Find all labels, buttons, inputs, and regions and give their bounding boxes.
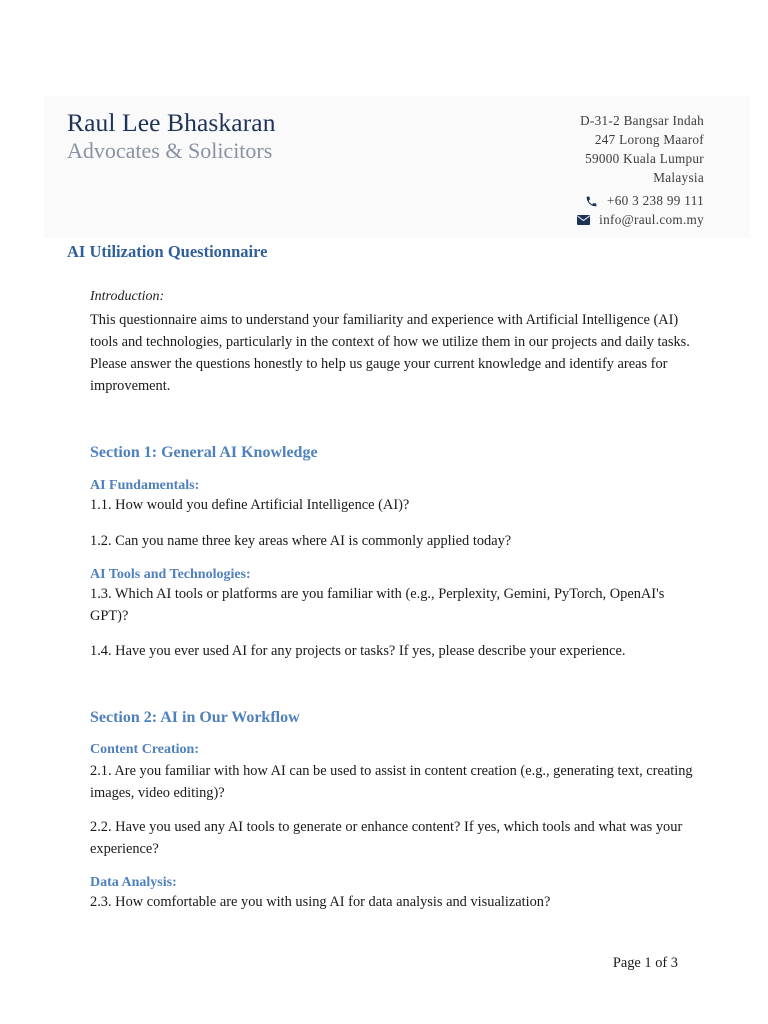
page-number: Page 1 of 3 — [612, 955, 678, 971]
firm-address — [580, 111, 704, 187]
question-1-3: 1.3. Which AI tools or platforms are you familiar with (e.g., Perplexity, Gemini, PyTorch, OpenAI's GPT)? — [90, 586, 665, 624]
question-2-3: 2.3. How comfortable are you with using AI for data analysis and visualization? — [90, 894, 551, 910]
section-1-heading: Section 1: General AI Knowledge — [90, 444, 318, 461]
phone-icon — [585, 195, 598, 208]
intro-label: Introduction: — [90, 289, 165, 304]
phone-number: +60 3 238 99 111 — [607, 193, 704, 208]
firm-subtitle: Advocates & Solicitors — [67, 138, 273, 163]
question-1-4: 1.4. Have you ever used AI for any projects or tasks? If yes, please describe your experience. — [90, 643, 626, 659]
email-link[interactable]: info@raul.com.my — [599, 212, 704, 227]
question-2-2: 2.2. Have you used any AI tools to generate or enhance content? If yes, which tools and what was your experience? — [90, 819, 683, 857]
question-1-1: 1.1. How would you define Artificial Intelligence (AI)? — [90, 497, 410, 513]
contact-email — [577, 210, 704, 230]
subsection-ai-tools: AI Tools and Technologies: — [90, 567, 251, 582]
question-1-2: 1.2. Can you name three key areas where AI is commonly applied today? — [90, 533, 512, 549]
section-2-heading: Section 2: AI in Our Workflow — [90, 709, 300, 726]
intro-paragraph: This questionnaire aims to understand your familiarity and experience with Artificial Intelligence (AI) tools and technologies, particularly in the context of how we utilize them in our projects and daily tasks. Please answer the questions honestly to help us gauge your current knowledge and identify areas for improvement. — [90, 312, 690, 394]
address-line: 247 Lorong Maarof — [594, 132, 704, 147]
address-line: D-31-2 Bangsar Indah — [580, 113, 704, 128]
address-line: Malaysia — [653, 170, 704, 185]
subsection-data-analysis: Data Analysis: — [90, 875, 177, 890]
contact-phone — [585, 191, 704, 211]
firm-name: Raul Lee Bhaskaran — [67, 108, 276, 137]
subsection-content-creation: Content Creation: — [90, 742, 200, 757]
address-line: 59000 Kuala Lumpur — [585, 151, 704, 166]
document-title: AI Utilization Questionnaire — [67, 242, 268, 261]
envelope-icon — [577, 215, 590, 225]
subsection-ai-fundamentals: AI Fundamentals: — [90, 478, 200, 493]
question-2-1: 2.1. Are you familiar with how AI can be used to assist in content creation (e.g., generating text, creating images, video editing)? — [90, 763, 693, 801]
